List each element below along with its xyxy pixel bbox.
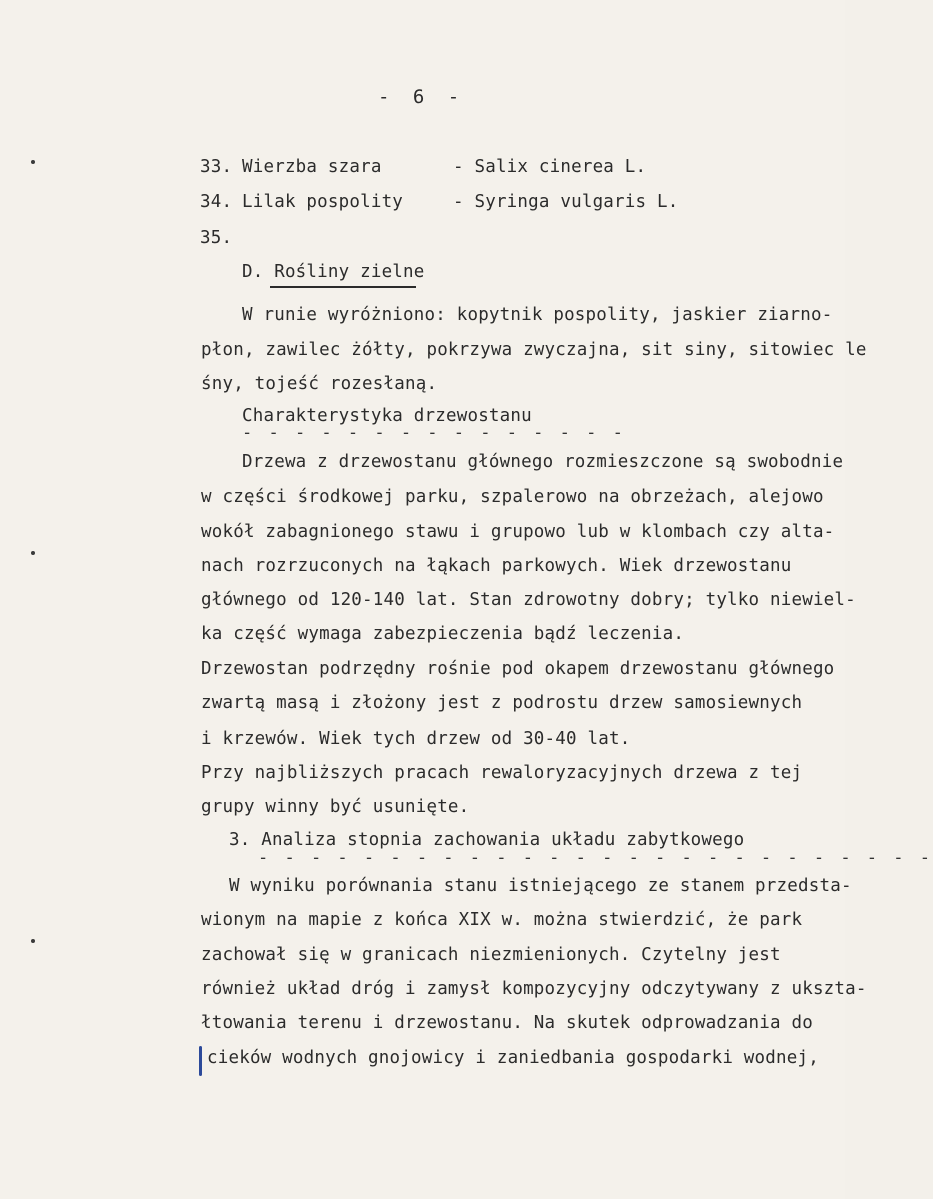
section-d-heading: D. Rośliny zielne — [242, 262, 425, 282]
paragraph-line: W runie wyróżniono: kopytnik pospolity, jaskier ziarno- — [242, 305, 833, 325]
paragraph-line: w części środkowej parku, szpalerowo na obrzeżach, alejowo — [201, 487, 824, 507]
paragraph-line: cieków wodnych gnojowicy i zaniedbania gospodarki wodnej, — [207, 1048, 819, 1068]
paragraph-line: śny, tojeść rozesłaną. — [201, 374, 438, 394]
species-latin-name: - Salix cinerea L. — [453, 157, 647, 177]
paragraph-line: płon, zawilec żółty, pokrzywa zwyczajna, sit siny, sitowiec le — [201, 340, 867, 360]
section-3-heading: 3. Analiza stopnia zachowania układu zabytkowego — [229, 830, 745, 850]
paragraph-line: głównego od 120-140 lat. Stan zdrowotny dobry; tylko niewiel- — [201, 590, 856, 610]
paragraph-line: ka część wymaga zabezpieczenia bądź leczenia. — [201, 624, 685, 644]
paragraph-line: wionym na mapie z końca XIX w. można stwierdzić, że park — [201, 910, 803, 930]
paragraph-line: łtowania terenu i drzewostanu. Na skutek odprowadzania do — [201, 1013, 813, 1033]
heading-dashed-underline: - - - - - - - - - - - - - - - — [242, 423, 626, 443]
ink-mark — [199, 1046, 202, 1076]
margin-dot — [31, 551, 35, 555]
charakterystyka-heading: Charakterystyka drzewostanu — [242, 406, 532, 426]
paragraph-line: nach rozrzuconych na łąkach parkowych. Wiek drzewostanu — [201, 556, 792, 576]
species-number: 35. — [200, 228, 233, 248]
margin-dot — [31, 160, 35, 164]
paragraph-line: W wyniku porównania stanu istniejącego ze stanem przedsta- — [229, 876, 852, 896]
species-latin-name: - Syringa vulgaris L. — [453, 192, 679, 212]
paragraph-line: wokół zabagnionego stawu i grupowo lub w klombach czy alta- — [201, 522, 835, 542]
paragraph-line: zwartą masą i złożony jest z podrostu drzew samosiewnych — [201, 693, 803, 713]
paragraph-line: zachował się w granicach niezmienionych. Czytelny jest — [201, 945, 781, 965]
paragraph-line: Drzewostan podrzędny rośnie pod okapem drzewostanu głównego — [201, 659, 835, 679]
species-number: 34. — [200, 192, 233, 212]
species-polish-name: Wierzba szara — [242, 157, 382, 177]
paragraph-line: grupy winny być usunięte. — [201, 797, 470, 817]
paragraph-line: również układ dróg i zamysł kompozycyjny odczytywany z ukszta- — [201, 979, 867, 999]
heading-dashed-underline: - - - - - - - - - - - - - - - - - - - - - - - - - - — [258, 848, 933, 868]
species-number: 33. — [200, 157, 233, 177]
species-polish-name: Lilak pospolity — [242, 192, 404, 212]
paragraph-line: Drzewa z drzewostanu głównego rozmieszczone są swobodnie — [242, 452, 844, 472]
page-number: - 6 - — [378, 86, 466, 108]
paragraph-line: i krzewów. Wiek tych drzew od 30-40 lat. — [201, 729, 631, 749]
margin-dot — [31, 939, 35, 943]
heading-underline — [270, 286, 416, 288]
paragraph-line: Przy najbliższych pracach rewaloryzacyjnych drzewa z tej — [201, 763, 803, 783]
